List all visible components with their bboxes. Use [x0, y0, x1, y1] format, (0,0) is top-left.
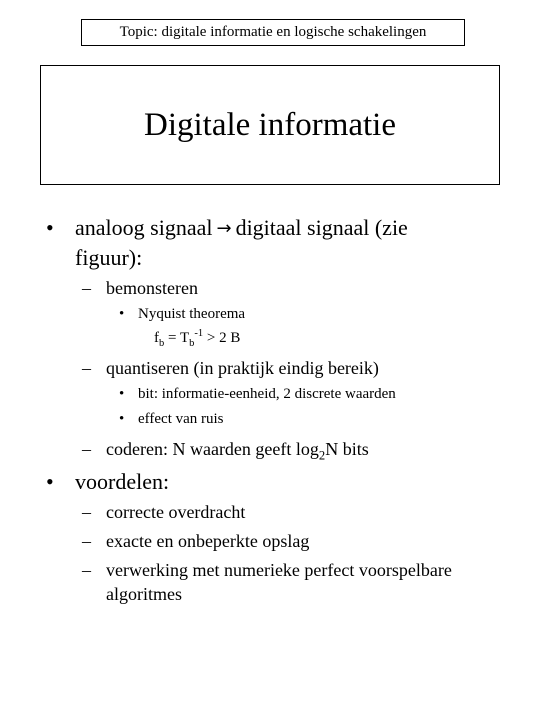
dash-marker: –: [82, 358, 91, 378]
bullet-dot: •: [46, 469, 54, 494]
right-arrow-icon: →: [216, 218, 232, 239]
dash-marker: –: [82, 560, 91, 580]
item-verwerking: verwerking met numerieke perfect voorspelbare: [106, 560, 452, 580]
topic-text: Topic: digitale informatie en logische schakelingen: [119, 24, 427, 40]
dash-marker: –: [82, 531, 91, 551]
dash-marker: –: [82, 439, 91, 459]
sub-quantiseren: quantiseren (in praktijk eindig bereik): [106, 358, 379, 378]
item-bit: bit: informatie-eenheid, 2 discrete waarden: [138, 386, 396, 402]
bullet-text-a: analoog signaal: [75, 215, 213, 240]
sub-bemonsteren: bemonsteren: [106, 278, 198, 298]
title-box: [40, 65, 500, 185]
sub-coderen: coderen: N waarden geeft $\log_2N$ bits: [106, 439, 369, 463]
bullet-text-c: figuur):: [75, 245, 143, 270]
dash-marker: –: [82, 502, 91, 522]
item-ruis: effect van ruis: [138, 411, 224, 427]
item-opslag: exacte en onbeperkte opslag: [106, 531, 310, 551]
topic-header: [81, 19, 465, 46]
bullet-dot: •: [119, 306, 125, 322]
item-overdracht: correcte overdracht: [106, 502, 246, 522]
nyquist-formula: $f_b = T_b^{-1} > 2$ B: [154, 328, 241, 349]
bullet-text-b: digitaal signaal (zie: [235, 215, 408, 240]
bullet-dot: •: [46, 215, 54, 240]
bullet-analoog-signaal: [75, 217, 408, 239]
bullet-dot: •: [119, 411, 125, 427]
bullet-dot: •: [119, 386, 125, 402]
dash-marker: –: [82, 278, 91, 298]
bullet-analoog-signaal-cont: [75, 247, 142, 269]
bullet-voordelen: voordelen:: [75, 469, 170, 494]
page-title: Digitale informatie: [144, 106, 396, 143]
item-nyquist: Nyquist theorema: [138, 306, 246, 322]
item-verwerking-cont: algoritmes: [106, 584, 182, 604]
